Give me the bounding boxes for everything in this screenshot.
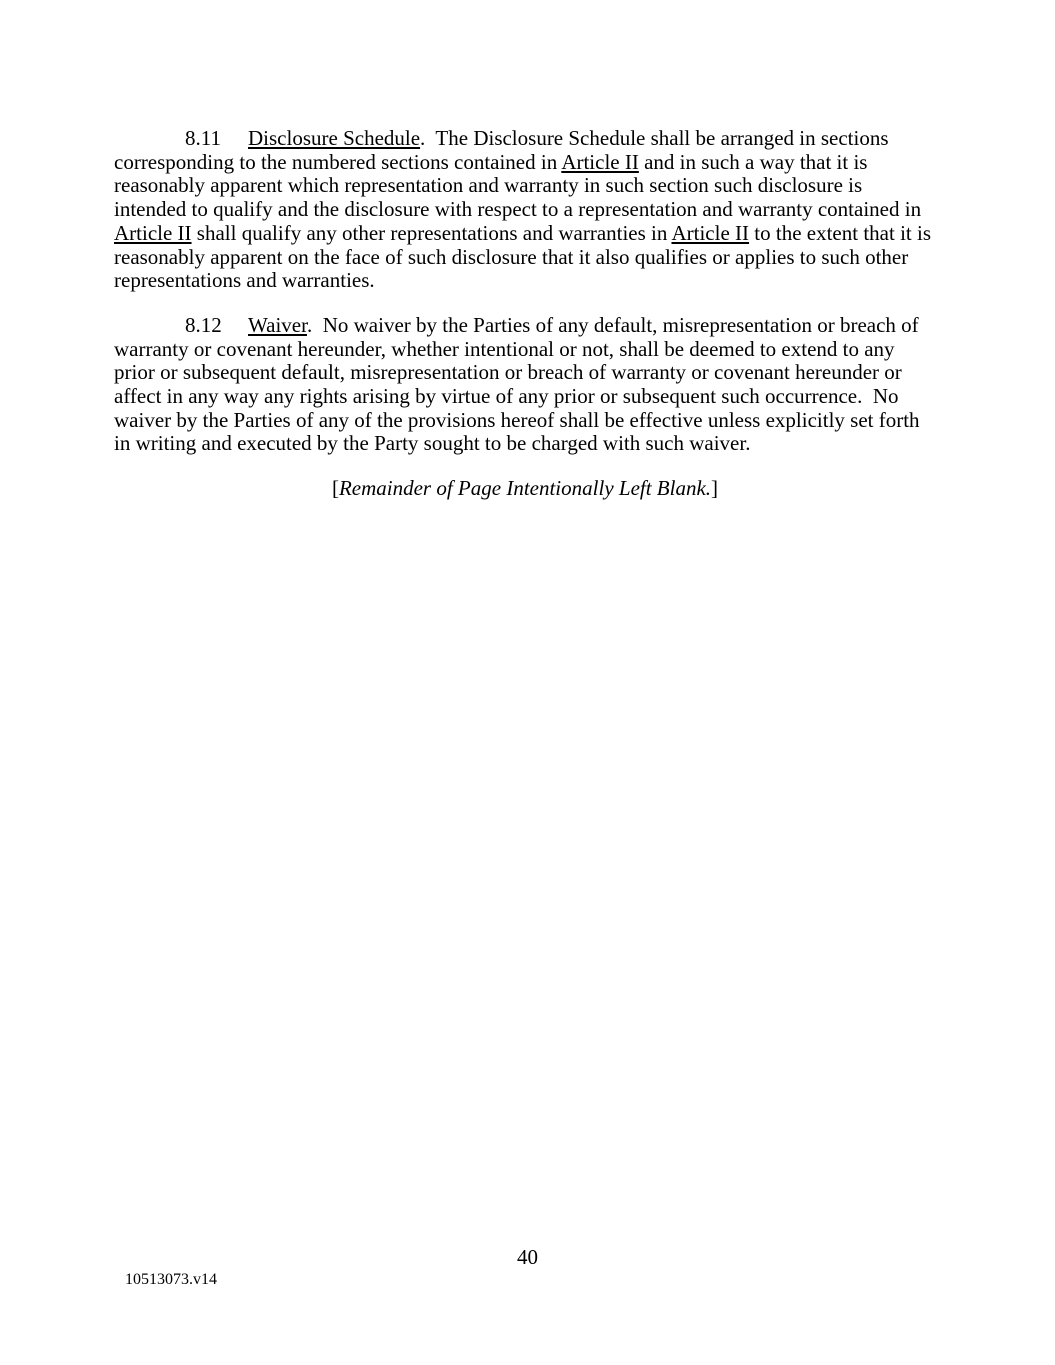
section-text: and in such a way that it is reasonably apparent which representation and warranty in such section such disclosure is intended to qualify and the disclosure with respect to a representation and warranty contained in	[114, 149, 926, 222]
section-text: . The Disclosure Schedule shall be arranged in sections corresponding to the numbered sections contained in	[114, 126, 894, 174]
section-paragraph-8-11	[114, 127, 936, 293]
notice-text: Remainder of Page Intentionally Left Blank.	[338, 476, 712, 501]
article-ii-reference: Article II	[561, 149, 639, 174]
section-paragraph-8-12	[114, 314, 936, 456]
remainder-notice	[114, 477, 936, 501]
page-number: 40	[517, 1245, 538, 1269]
article-ii-reference: Article II	[114, 220, 192, 245]
document-id: 10513073.v14	[125, 1271, 217, 1288]
section-text: . No waiver by the Parties of any default, misrepresentation or breach of warranty or covenant hereunder, whether intentional or not, shall be deemed to extend to any prior or subsequent default, misrepresentation or breach of warranty or covenant hereunder or affect in any way any rights arising by virtue of any prior or subsequent such occurrence. No waiver by the Parties of any of the provisions hereof shall be effective unless explicitly set forth in writing and executed by the Party sought to be charged with such waiver.	[114, 312, 925, 456]
article-ii-reference: Article II	[671, 220, 750, 245]
document-body	[114, 127, 936, 501]
section-heading: Waiver	[248, 312, 307, 337]
notice-open-bracket: [	[331, 476, 339, 501]
notice-close-bracket: ]	[711, 476, 719, 501]
section-number: 8.12	[185, 312, 222, 337]
section-text: shall qualify any other representations and warranties in	[191, 220, 672, 245]
section-text: to the extent that it is reasonably apparent on the face of such disclosure that it also qualifies or applies to such other representations and warranties.	[114, 220, 937, 293]
section-heading: Disclosure Schedule	[248, 126, 421, 150]
section-number: 8.11	[185, 126, 221, 150]
